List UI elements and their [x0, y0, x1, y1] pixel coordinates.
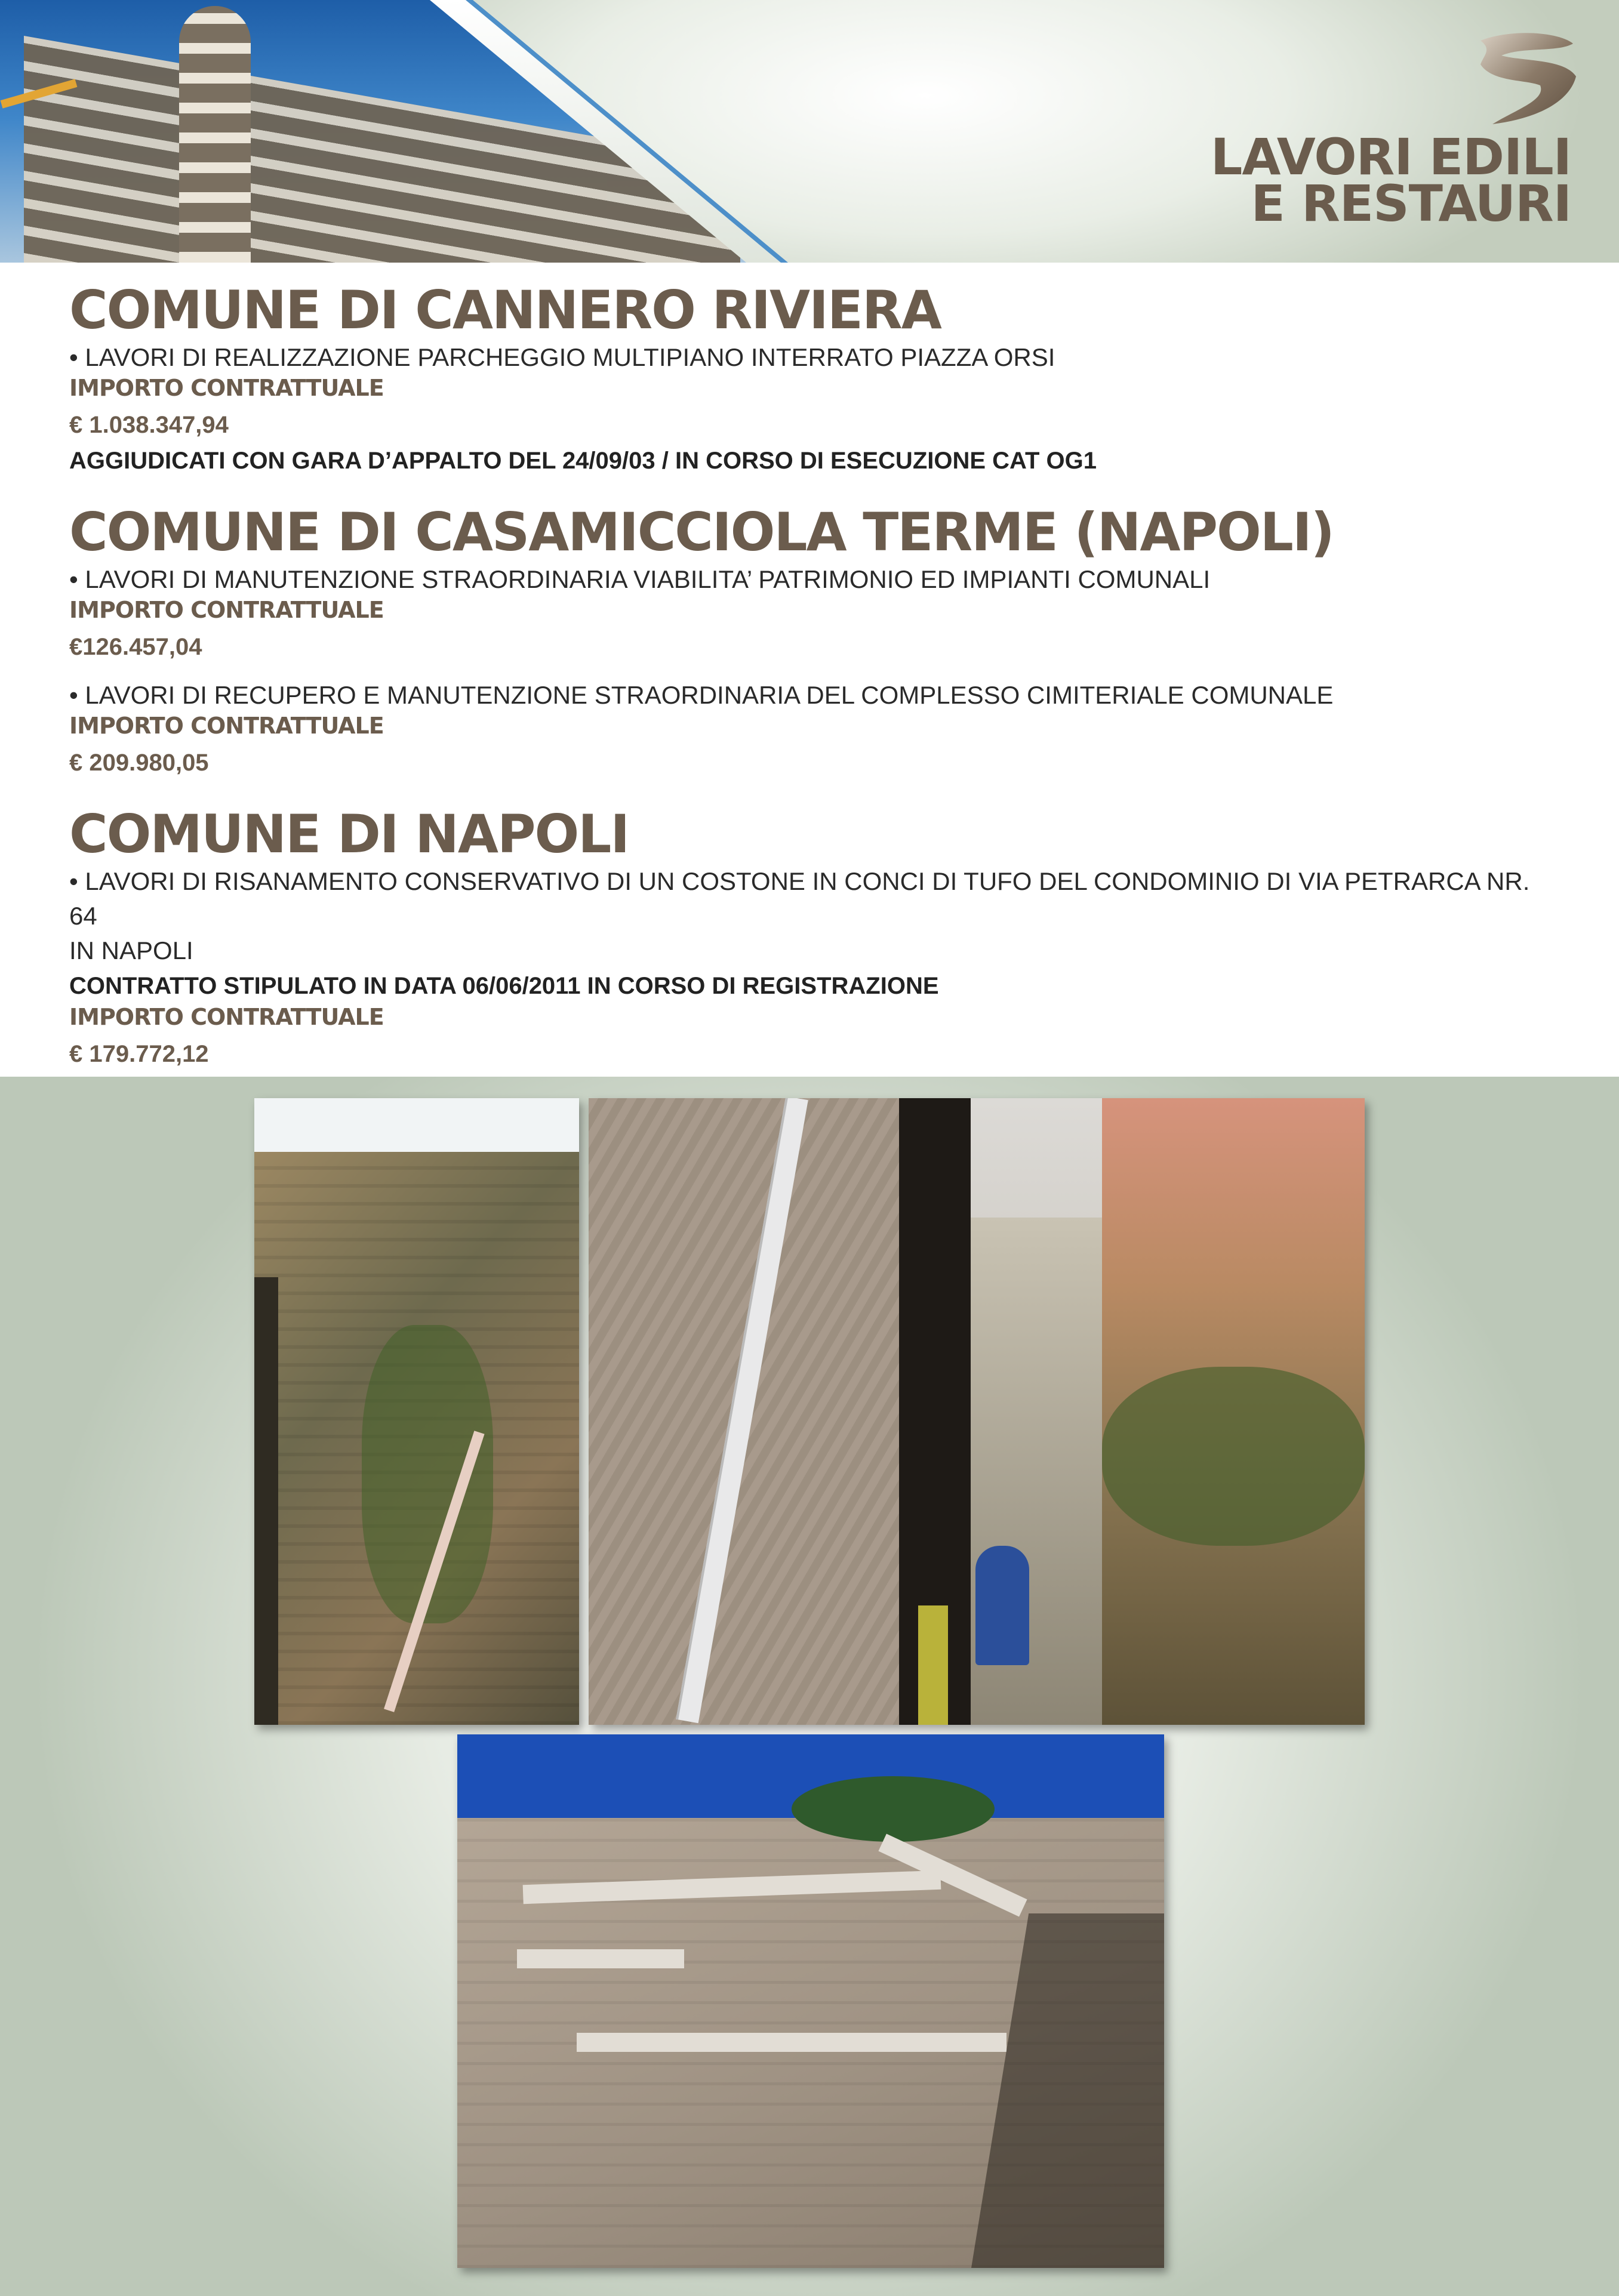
brand-title	[1210, 128, 1571, 233]
page-header	[0, 0, 1619, 263]
importo-label: IMPORTO CONTRATTUALE	[69, 375, 384, 401]
section-title-napoli: COMUNE DI NAPOLI	[69, 803, 629, 865]
importo-label: IMPORTO CONTRATTUALE	[69, 597, 384, 623]
photo-tuff-wall-left	[254, 1098, 579, 1725]
work-item: • LAVORI DI MANUTENZIONE STRAORDINARIA VIABILITA’ PATRIMONIO ED IMPIANTI COMUNALI	[69, 565, 1211, 593]
section-title-casamicciola: COMUNE DI CASAMICCIOLA TERME (NAPOLI)	[69, 501, 1334, 563]
photo-alley-tuff-wall	[589, 1098, 1365, 1725]
photo-restored-wall-anchors	[457, 1734, 1164, 2268]
section-title-cannero: COMUNE DI CANNERO RIVIERA	[69, 279, 941, 341]
importo-label: IMPORTO CONTRATTUALE	[69, 713, 384, 739]
work-item: • LAVORI DI RECUPERO E MANUTENZIONE STRAORDINARIA DEL COMPLESSO CIMITERIALE COMUNALE	[69, 681, 1334, 709]
contracts-list	[69, 281, 1562, 1108]
brand-line-1: LAVORI EDILI	[1210, 128, 1571, 186]
contract-amount: € 1.038.347,94	[69, 412, 229, 438]
contract-amount: € 179.772,12	[69, 1041, 209, 1067]
contract-amount: € 209.980,05	[69, 750, 209, 776]
work-item-continuation: IN NAPOLI	[69, 936, 193, 964]
header-construction-photo	[0, 0, 770, 263]
award-note: AGGIUDICATI CON GARA D’APPALTO DEL 24/09/03 / IN CORSO DI ESECUZIONE CAT OG1	[69, 448, 1097, 474]
company-logo-icon	[1469, 29, 1582, 130]
importo-label: IMPORTO CONTRATTUALE	[69, 1004, 384, 1030]
work-item: • LAVORI DI REALIZZAZIONE PARCHEGGIO MULTIPIANO INTERRATO PIAZZA ORSI	[69, 343, 1055, 371]
building-tower	[179, 6, 251, 263]
contract-amount: €126.457,04	[69, 634, 202, 660]
work-item: • LAVORI DI RISANAMENTO CONSERVATIVO DI UN COSTONE IN CONCI DI TUFO DEL CONDOMINIO DI VIA PETRARCA NR. 64	[69, 867, 1530, 930]
brand-line-2: E RESTAURI	[1251, 174, 1571, 233]
contract-note: CONTRATTO STIPULATO IN DATA 06/06/2011 IN CORSO DI REGISTRAZIONE	[69, 973, 939, 999]
